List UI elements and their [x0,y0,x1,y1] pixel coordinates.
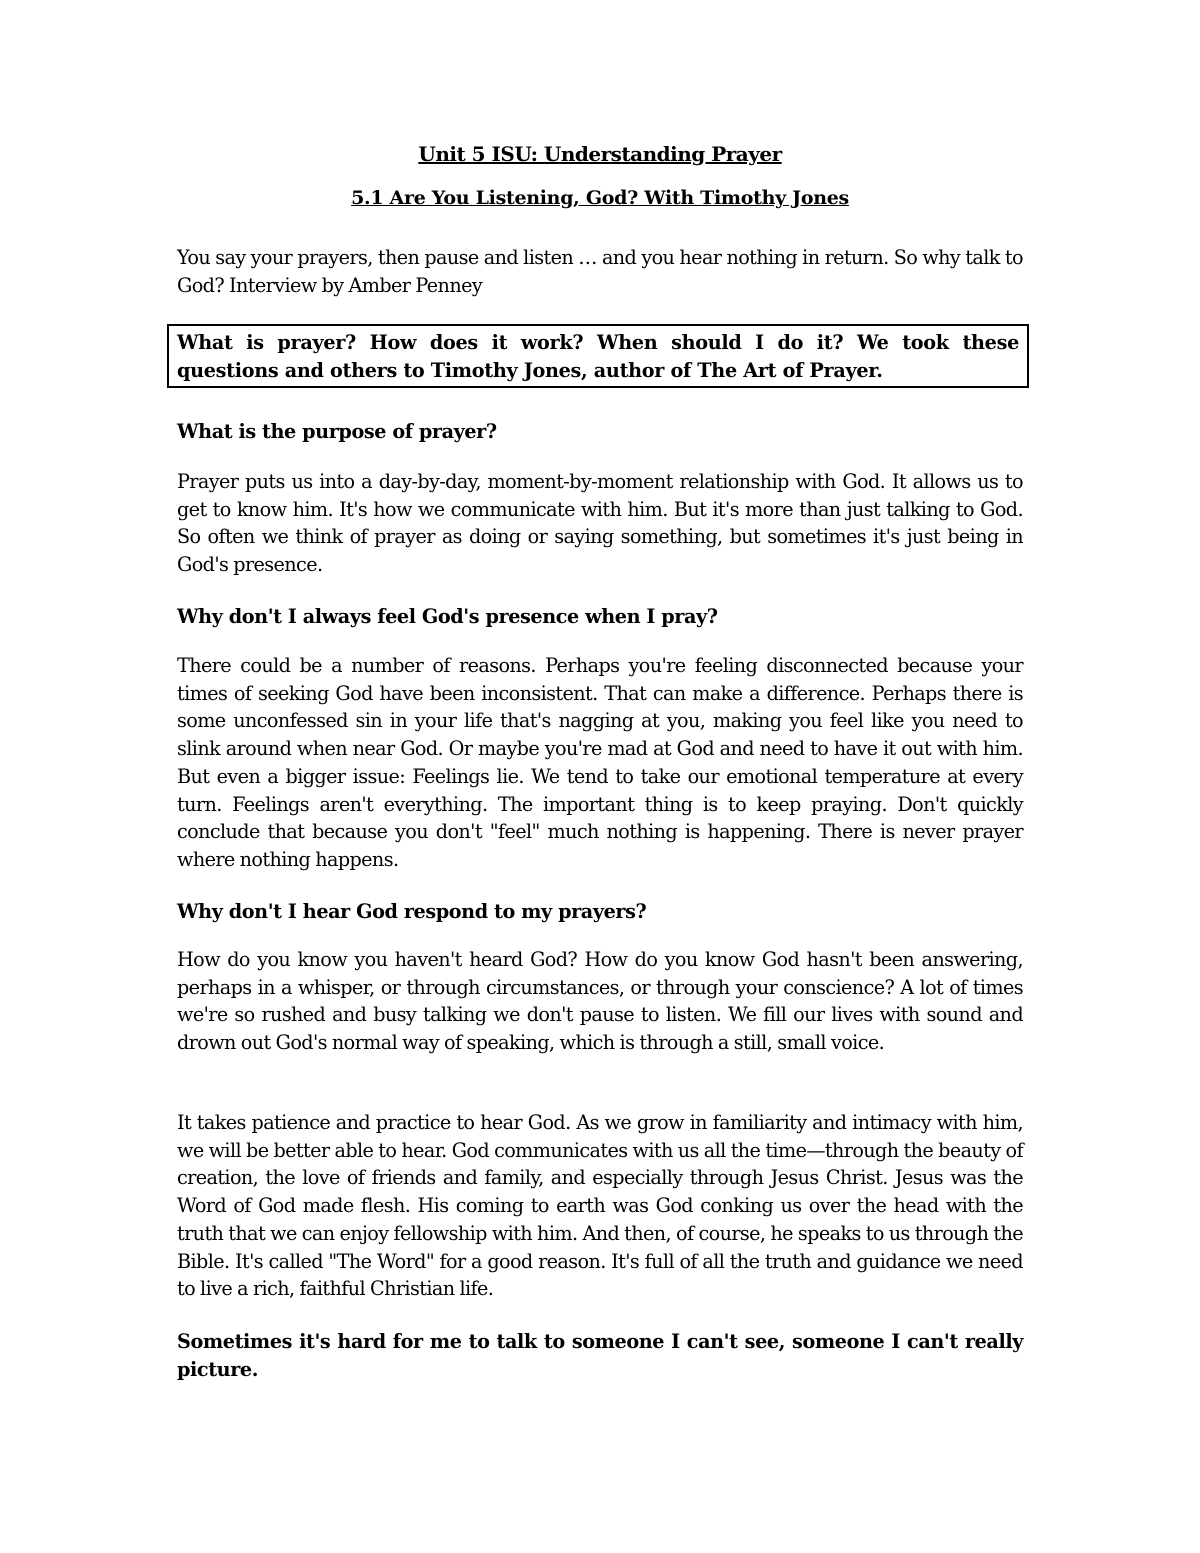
callout-box: What is prayer? How does it work? When should I do it? We took these questions and others to Timothy Jones, author of The Art of Prayer. [167,324,1029,388]
section-paragraph: How do you know you haven't heard God? How do you know God hasn't been answering, perhaps in a whisper, or through circumstances, or through your conscience? A lot of times we're so rushed and busy talking we don't pause to listen. We fill our lives with sound and drown out God's normal way of speaking, which is through a still, small voice. [177,948,1023,1055]
section-paragraph: It takes patience and practice to hear God. As we grow in familiarity and intimacy with him, we will be better able to hear. God communicates with us all the time—through the beauty of creation, the love of friends and family, and especially through Jesus Christ. Jesus was the Word of God made flesh. His coming to earth was God conking us over the head with the truth that we can enjoy fellowship with him. And then, of course, he speaks to us through the Bible. It's called "The Word" for a good reason. It's full of all the truth and guidance we need to live a rich, faithful Christian life. [177,1111,1023,1301]
intro-paragraph: You say your prayers, then pause and listen … and you hear nothing in return. So why talk to God? Interview by Amber Penney [177,246,1023,297]
section-paragraph: There could be a number of reasons. Perhaps you're feeling disconnected because your times of seeking God have been inconsistent. That can make a difference. Perhaps there is some unconfessed sin in your life that's nagging at you, making you feel like you need to slink around when near God. Or maybe you're mad at God and need to have it out with him. But even a bigger issue: Feelings lie. We tend to take our emotional temperature at every turn. Feelings aren't everything. The important thing is to keep praying. Don't quickly conclude that because you don't "feel" much nothing is happening. There is never prayer where nothing happens. [177,654,1023,871]
section-heading: Why don't I always feel God's presence when I pray? [177,605,718,628]
document-subtitle: 5.1 Are You Listening, God? With Timothy Jones [351,187,849,209]
section-heading: What is the purpose of prayer? [177,420,497,443]
document-header [177,140,1023,212]
document-title: Unit 5 ISU: Understanding Prayer [418,142,782,166]
section-heading: Why don't I hear God respond to my prayers? [177,900,647,923]
section-heading: Sometimes it's hard for me to talk to someone I can't see, someone I can't really picture. [177,1330,1023,1381]
section-paragraph: Prayer puts us into a day-by-day, moment-by-moment relationship with God. It allows us to get to know him. It's how we communicate with him. But it's more than just talking to God. So often we think of prayer as doing or saying something, but sometimes it's just being in God's presence. [177,470,1023,577]
